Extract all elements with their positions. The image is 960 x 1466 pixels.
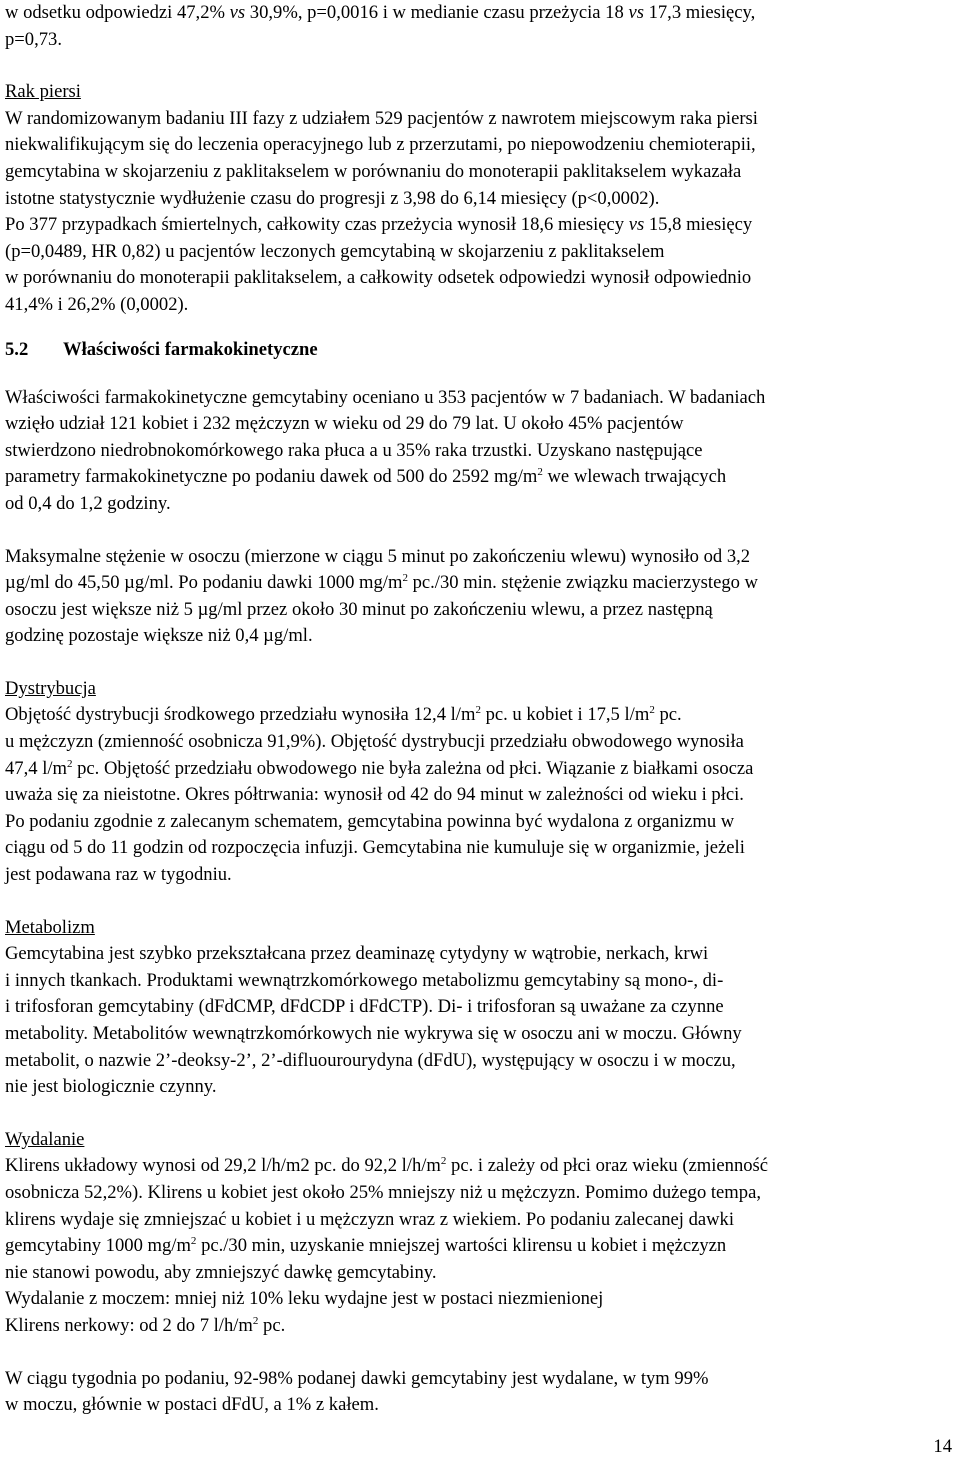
text-line: parametry farmakokinetyczne po podaniu dawek od 500 do 2592 $mg/m^2$ we wlewach trwających bbox=[5, 466, 727, 488]
text-line: ciągu od 5 do 11 godzin od rozpoczęcia infuzji. Gemcytabina nie kumuluje się w organizmie, jeżeli bbox=[5, 837, 745, 859]
text-line: godzinę pozostaje większe niż 0,4 µg/ml. bbox=[5, 625, 313, 647]
section-heading bbox=[5, 337, 953, 363]
text-line: stwierdzono niedrobnokomórkowego raka płuca a u 35% raka trzustki. Uzyskano następujące bbox=[5, 439, 703, 461]
text-line: µg/ml do 45,50 µg/ml. Po podaniu dawki 1000 $mg/m^2$ pc./30 min. stężenie związku macierzystego w bbox=[5, 572, 758, 594]
text-line: od 0,4 do 1,2 godziny. bbox=[5, 492, 171, 514]
text-line: (p=0,0489, HR 0,82) u pacjentów leczonych gemcytabiną w skojarzeniu z paklitakselem bbox=[5, 240, 665, 262]
text-line: osobnicza 52,2%). Klirens u kobiet jest około 25% mniejszy niż u mężczyzn. Pomimo dużego tempa, bbox=[5, 1181, 761, 1203]
text-line: w porównaniu do monoterapii paklitakselem, a całkowity odsetek odpowiedzi wynosił odpowiednio bbox=[5, 267, 752, 289]
text-line: Po 377 przypadkach śmiertelnych, całkowity czas przeżycia wynosił 18,6 miesięcy vs 15,8 miesięcy bbox=[5, 214, 753, 236]
paragraph-continuation bbox=[5, 0, 953, 53]
section-title: Właściwości farmakokinetyczne bbox=[63, 338, 318, 360]
text-line: metabolity. Metabolitów wewnątrzkomórkowych nie wykrywa się w osoczu ani w moczu. Główny bbox=[5, 1023, 742, 1044]
text-line: uważa się za nieistotne. Okres półtrwania: wynosił od 42 do 94 minut w zależności od wieku i płci. bbox=[5, 784, 744, 806]
text-line: osoczu jest większe niż 5 µg/ml przez około 30 minut po zakończeniu wlewu, a przez następną bbox=[5, 598, 713, 620]
paragraph-weekly-excretion bbox=[5, 1366, 953, 1419]
text-line: Klirens układowy wynosi od 29,2 l/h/m2 pc. do 92,2 $l/h/m^2$ pc. i zależy od płci oraz wieku (zmienność bbox=[5, 1155, 769, 1177]
text-line: jest podawana raz w tygodniu. bbox=[5, 864, 232, 886]
section-excretion bbox=[5, 1127, 953, 1340]
text-line: istotne statystycznie wydłużenie czasu do progresji z 3,98 do 6,14 miesięcy (p<0,0002). bbox=[5, 187, 660, 209]
text-line: W randomizowanym badaniu III fazy z udziałem 529 pacjentów z nawrotem miejscowym raka piersi bbox=[5, 107, 758, 129]
text-line: metabolit, o nazwie 2’-deoksy-2’, 2’-difluourourydyna (dFdU), występujący w osoczu i w moczu, bbox=[5, 1049, 736, 1071]
page-number: 14 bbox=[933, 1436, 952, 1457]
subsection-title: Metabolizm bbox=[5, 916, 95, 938]
subsection-title: Dystrybucja bbox=[5, 677, 96, 699]
text-line: Maksymalne stężenie w osoczu (mierzone w ciągu 5 minut po zakończeniu wlewu) wynosiło od 3,2 bbox=[5, 545, 751, 567]
document-page bbox=[5, 0, 953, 1419]
text-line: niekwalifikującym się do leczenia operacyjnego lub z przerzutami, po niepowodzeniu chemioterapii, bbox=[5, 134, 756, 156]
text-line: p=0,73. bbox=[5, 28, 62, 50]
text-line: gemcytabiny 1000 $mg/m^2$ pc./30 min, uzyskanie mniejszej wartości klirensu u kobiet i mężczyzn bbox=[5, 1235, 727, 1257]
subsection-title: Rak piersi bbox=[5, 81, 81, 103]
text-line: Właściwości farmakokinetyczne gemcytabiny oceniano u 353 pacjentów w 7 badaniach. W badaniach bbox=[5, 386, 766, 408]
text-line: Po podaniu zgodnie z zalecanym schematem, gemcytabina powinna być wydalona z organizmu w bbox=[5, 810, 735, 832]
paragraph-pharmacokinetics bbox=[5, 385, 953, 518]
paragraph-cmax bbox=[5, 544, 953, 650]
text-line: W ciągu tygodnia po podaniu, 92-98% podanej dawki gemcytabiny jest wydalane, w tym 99% bbox=[5, 1367, 709, 1389]
text-line: i trifosforan gemcytabiny (dFdCMP, dFdCDP i dFdCTP). Di- i trifosforan są uważane za czynne bbox=[5, 996, 724, 1018]
section-metabolism bbox=[5, 915, 953, 1101]
section-number: 5.2 bbox=[5, 338, 29, 360]
text-line: nie stanowi powodu, aby zmniejszyć dawkę gemcytabiny. bbox=[5, 1261, 437, 1283]
text-line: 47,4 $l/m^2$ pc. Objętość przedziału obwodowego nie była zależna od płci. Wiązanie z białkami osocza bbox=[5, 757, 754, 779]
section-breast-cancer bbox=[5, 79, 953, 318]
text-line: Gemcytabina jest szybko przekształcana przez deaminazę cytydyny w wątrobie, nerkach, krwi bbox=[5, 943, 709, 965]
text-line: w moczu, głównie w postaci dFdU, a 1% z kałem. bbox=[5, 1394, 379, 1416]
text-line: i innych tkankach. Produktami wewnątrzkomórkowego metabolizmu gemcytabiny są mono-, di- bbox=[5, 969, 724, 991]
text-line: nie jest biologicznie czynny. bbox=[5, 1076, 217, 1098]
text-line: gemcytabina w skojarzeniu z paklitakselem w porównaniu do monoterapii paklitakselem wykazała bbox=[5, 160, 742, 182]
subsection-title: Wydalanie bbox=[5, 1128, 85, 1150]
section-distribution bbox=[5, 676, 953, 889]
text-line: u mężczyzn (zmienność osobnicza 91,9%). Objętość dystrybucji przedziału obwodowego wynosiła bbox=[5, 731, 744, 753]
text-line: w odsetku odpowiedzi 47,2% vs 30,9%, p=0,0016 i w medianie czasu przeżycia 18 vs 17,3 miesięcy, bbox=[5, 2, 756, 23]
text-line: 41,4% i 26,2% (0,0002). bbox=[5, 293, 189, 315]
text-line: wzięło udział 121 kobiet i 232 mężczyzn w wieku od 29 do 79 lat. U około 45% pacjentów bbox=[5, 413, 684, 435]
text-line: Klirens nerkowy: od 2 do 7 $l/h/m^2$ pc. bbox=[5, 1314, 286, 1336]
text-line: Wydalanie z moczem: mniej niż 10% leku wydajne jest w postaci niezmienionej bbox=[5, 1288, 604, 1310]
text-line: Objętość dystrybucji środkowego przedziału wynosiła 12,4 $l/m^2$ pc. u kobiet i 17,5 $l/m^2$ pc. bbox=[5, 704, 682, 726]
text-line: klirens wydaje się zmniejszać u kobiet i u mężczyzn wraz z wiekiem. Po podaniu zalecanej dawki bbox=[5, 1208, 735, 1230]
